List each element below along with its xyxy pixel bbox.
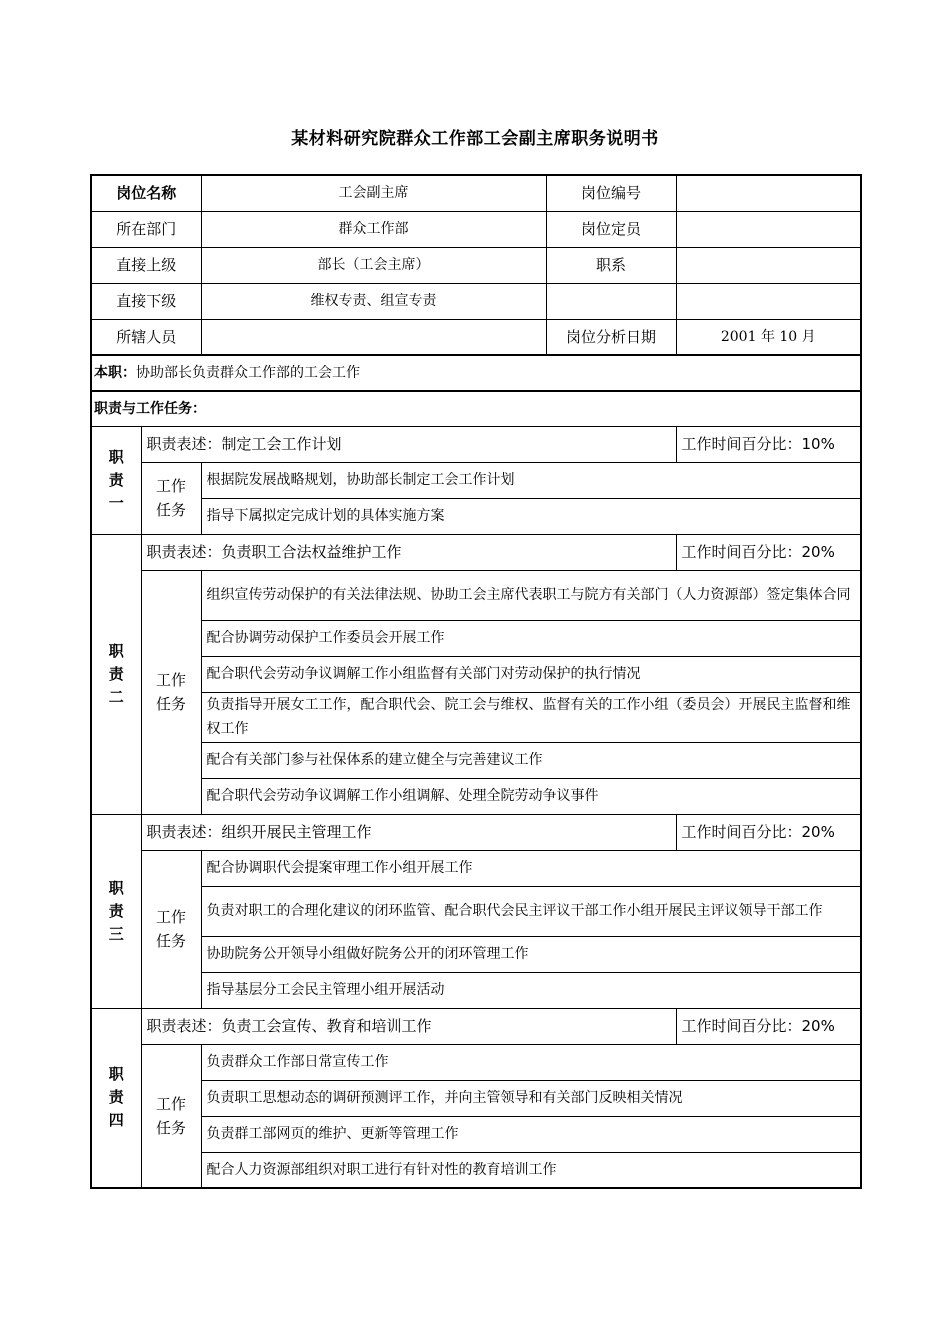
task-text: 负责指导开展女工工作，配合职代会、院工会与维权、监督有关的工作小组（委员会）开展民主监督和维权工作 (201, 692, 861, 742)
duty-3-pct: 工作时间百分比：20% (676, 814, 861, 850)
task-row (91, 498, 861, 534)
task-text: 协助院务公开领导小组做好院务公开的闭环管理工作 (201, 936, 861, 972)
info-value: 维权专责、组宣专责 (201, 283, 546, 319)
task-text: 指导下属拟定完成计划的具体实施方案 (201, 498, 861, 534)
task-row (91, 1044, 861, 1080)
duty-1-desc-row (91, 426, 861, 462)
duty-2-pct: 工作时间百分比：20% (676, 534, 861, 570)
info-value: 部长（工会主席） (201, 247, 546, 283)
info-value (201, 319, 546, 355)
task-row (91, 778, 861, 814)
info-row-department (91, 211, 861, 247)
info-label (546, 283, 676, 319)
info-row-superior (91, 247, 861, 283)
duty-4-pct: 工作时间百分比：20% (676, 1008, 861, 1044)
info-row-staff (91, 319, 861, 355)
info-label: 岗位名称 (91, 175, 201, 211)
task-row (91, 850, 861, 886)
info-value (676, 247, 861, 283)
task-row (91, 656, 861, 692)
task-row (91, 1080, 861, 1116)
task-text: 配合有关部门参与社保体系的建立健全与完善建议工作 (201, 742, 861, 778)
info-row-subordinate (91, 283, 861, 319)
task-text: 负责群众工作部日常宣传工作 (201, 1044, 861, 1080)
task-text: 配合人力资源部组织对职工进行有针对性的教育培训工作 (201, 1152, 861, 1188)
info-value: 2001 年 10 月 (676, 319, 861, 355)
info-label: 所辖人员 (91, 319, 201, 355)
task-label: 工作 任务 (141, 1044, 201, 1188)
info-label: 直接下级 (91, 283, 201, 319)
duty-1-desc: 职责表述：制定工会工作计划 (141, 426, 676, 462)
task-text: 配合职代会劳动争议调解工作小组调解、处理全院劳动争议事件 (201, 778, 861, 814)
info-label: 所在部门 (91, 211, 201, 247)
task-row (91, 692, 861, 742)
info-label: 直接上级 (91, 247, 201, 283)
info-label: 岗位编号 (546, 175, 676, 211)
info-value (676, 175, 861, 211)
duty-4-desc-row (91, 1008, 861, 1044)
task-text: 配合协调劳动保护工作委员会开展工作 (201, 620, 861, 656)
task-text: 负责职工思想动态的调研预测评工作，并向主管领导和有关部门反映相关情况 (201, 1080, 861, 1116)
core-duty-row (91, 355, 861, 391)
info-value: 工会副主席 (201, 175, 546, 211)
task-text: 根据院发展战略规划，协助部长制定工会工作计划 (201, 462, 861, 498)
core-duty-label: 本职： (94, 365, 136, 381)
info-value: 群众工作部 (201, 211, 546, 247)
duty-2-desc-row (91, 534, 861, 570)
duties-header-row (91, 391, 861, 426)
task-row (91, 1152, 861, 1188)
task-row (91, 972, 861, 1008)
task-text: 配合协调职代会提案审理工作小组开展工作 (201, 850, 861, 886)
task-label: 工作 任务 (141, 850, 201, 1008)
task-label: 工作 任务 (141, 570, 201, 814)
info-label: 职系 (546, 247, 676, 283)
page-title: 某材料研究院群众工作部工会副主席职务说明书 (291, 129, 659, 149)
core-duty-text: 协助部长负责群众工作部的工会工作 (136, 365, 360, 381)
duty-2-name: 职 责 二 (91, 534, 141, 814)
duty-1-name: 职 责 一 (91, 426, 141, 534)
task-row (91, 886, 861, 936)
info-label: 岗位定员 (546, 211, 676, 247)
info-value (676, 283, 861, 319)
duty-1-pct: 工作时间百分比：10% (676, 426, 861, 462)
duty-3-desc-row (91, 814, 861, 850)
duty-3-name: 职 责 三 (91, 814, 141, 1008)
info-label: 岗位分析日期 (546, 319, 676, 355)
duties-header: 职责与工作任务： (91, 391, 861, 426)
task-row (91, 1116, 861, 1152)
task-text: 组织宣传劳动保护的有关法律法规、协助工会主席代表职工与院方有关部门（人力资源部）签定集体合同 (201, 570, 861, 620)
task-text: 负责对职工的合理化建议的闭环监管、配合职代会民主评议干部工作小组开展民主评议领导干部工作 (201, 886, 861, 936)
info-row-title (91, 175, 861, 211)
core-duty (91, 355, 861, 391)
task-text: 配合职代会劳动争议调解工作小组监督有关部门对劳动保护的执行情况 (201, 656, 861, 692)
duty-4-name: 职 责 四 (91, 1008, 141, 1188)
task-row (91, 936, 861, 972)
task-row (91, 570, 861, 620)
task-text: 负责群工部网页的维护、更新等管理工作 (201, 1116, 861, 1152)
task-row (91, 462, 861, 498)
duty-2-desc: 职责表述：负责职工合法权益维护工作 (141, 534, 676, 570)
duty-4-desc: 职责表述：负责工会宣传、教育和培训工作 (141, 1008, 676, 1044)
task-label: 工作 任务 (141, 462, 201, 534)
duty-3-desc: 职责表述：组织开展民主管理工作 (141, 814, 676, 850)
job-description-table (90, 174, 862, 1189)
task-row (91, 742, 861, 778)
task-row (91, 620, 861, 656)
info-value (676, 211, 861, 247)
task-text: 指导基层分工会民主管理小组开展活动 (201, 972, 861, 1008)
